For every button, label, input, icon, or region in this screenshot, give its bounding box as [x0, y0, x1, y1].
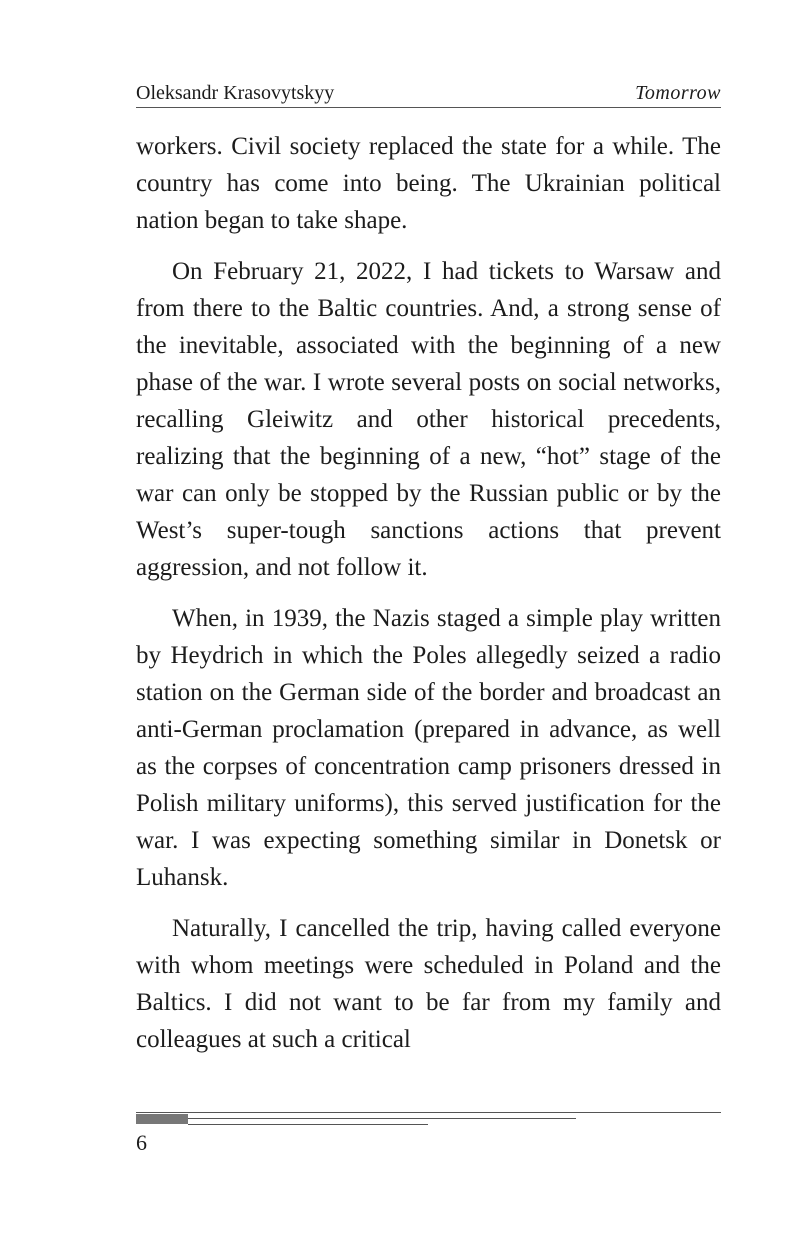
header-book-title: Tomorrow: [635, 82, 721, 104]
paragraph: Naturally, I cancelled the trip, having called everyone with whom meetings were scheduled in Poland and the Baltics. I did not want to be far from my family and colleagues at such a critical: [136, 915, 721, 1053]
page-number: 6: [136, 1130, 147, 1155]
paragraph: On February 21, 2022, I had tickets to Warsaw and from there to the Baltic countries. And, a strong sense of the inevitable, associated with the beginning of a new phase of the war. I wrote several posts on social networks, recalling Gleiwitz and other historical precedents, realizing that the beginning of a new, “hot” stage of the war can only be stopped by the Russian public or by the West’s super-tough sanctions actions that prevent aggression, and not follow it.: [136, 258, 721, 581]
footer-decoration-line: [188, 1124, 428, 1125]
running-header: [136, 80, 721, 108]
body-text: [136, 128, 721, 1072]
header-author: Oleksandr Krasovytskyy: [136, 82, 335, 104]
paragraph: When, in 1939, the Nazis staged a simple play written by Heydrich in which the Poles allegedly seized a radio station on the German side of the border and broadcast an anti-German proclamation (prepared in advance, as well as the corpses of concentration camp prisoners dressed in Polish military uniforms), this served justification for the war. I was expecting something similar in Donetsk or Luhansk.: [136, 605, 721, 891]
footer-rule: [136, 1112, 721, 1113]
footer-decoration-line: [188, 1118, 576, 1119]
paragraph: workers. Civil society replaced the state for a while. The country has come into being. The Ukrainian political nation began to take shape.: [136, 133, 721, 234]
footer-decoration-block: [136, 1114, 188, 1124]
